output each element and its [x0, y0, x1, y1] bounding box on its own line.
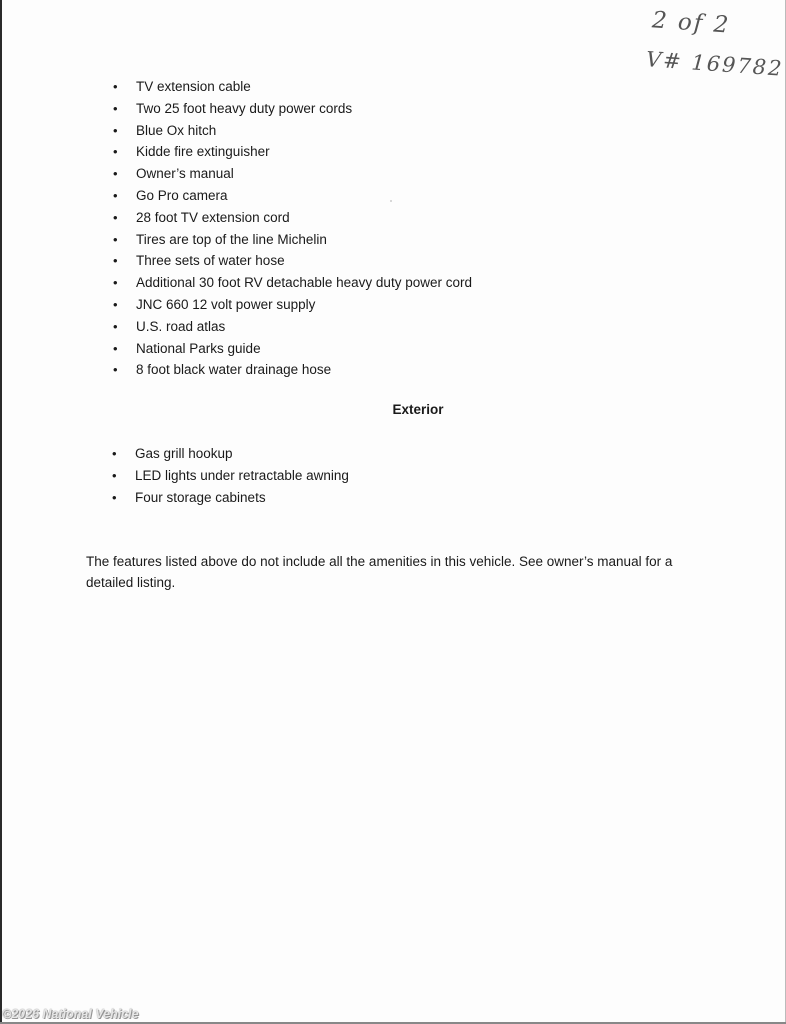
list-item-text: Blue Ox hitch [136, 122, 217, 138]
list-item-text: 8 foot black water drainage hose [136, 362, 332, 378]
list-item [112, 487, 349, 509]
bullet-icon: • [113, 275, 118, 291]
bullet-icon: • [113, 340, 118, 356]
list-item-text: LED lights under retractable awning [135, 467, 349, 483]
list-item [113, 163, 472, 185]
bullet-icon: • [113, 100, 118, 116]
list-item [112, 443, 349, 465]
list-item [113, 185, 472, 207]
list-item-text: 28 foot TV extension cord [136, 209, 290, 225]
bullet-icon: • [112, 489, 117, 505]
bullet-icon: • [113, 187, 118, 203]
list-item [113, 207, 472, 229]
bullet-icon: • [113, 122, 118, 138]
list-item-text: Four storage cabinets [135, 489, 266, 505]
list-item-text: Kidde fire extinguisher [136, 144, 270, 160]
bullet-icon: • [113, 209, 118, 225]
disclaimer-paragraph: The features listed above do not include all the amenities in this vehicle. See owner’s manual for a detailed listing. [86, 554, 673, 590]
list-item-text: Go Pro camera [136, 187, 228, 203]
list-item-text: U.S. road atlas [136, 318, 226, 334]
bullet-icon: • [113, 144, 118, 160]
handwritten-page-note: 2 of 2 [651, 7, 732, 39]
exterior-list [112, 443, 349, 508]
list-item-text: JNC 660 12 volt power supply [136, 296, 316, 312]
bullet-icon: • [113, 253, 118, 269]
bullet-icon: • [113, 362, 118, 378]
scan-left-border [0, 0, 2, 1024]
bullet-icon: • [113, 79, 118, 94]
bullet-icon: • [113, 296, 118, 312]
list-item-text: TV extension cable [136, 79, 251, 94]
handwritten-vin-note: V# 169782 [645, 47, 785, 81]
list-item [113, 98, 472, 120]
list-item [113, 338, 472, 360]
amenities-list [113, 76, 472, 381]
bullet-icon: • [113, 166, 118, 182]
list-item-text: Three sets of water hose [136, 253, 285, 269]
bullet-icon: • [112, 446, 117, 461]
exterior-heading: Exterior [392, 402, 444, 417]
bullet-icon: • [113, 231, 118, 247]
list-item [113, 229, 472, 251]
list-item [113, 316, 472, 338]
list-item-text: Gas grill hookup [135, 446, 233, 461]
list-item-text: National Parks guide [136, 340, 261, 356]
list-item [113, 141, 472, 163]
bullet-icon: • [112, 467, 117, 483]
list-item-text: Tires are top of the line Michelin [136, 231, 327, 247]
list-item [112, 465, 349, 487]
bullet-icon: • [113, 318, 118, 334]
list-item-text: Two 25 foot heavy duty power cords [136, 100, 353, 116]
copyright-watermark: ©2026 National Vehicle [2, 1007, 139, 1021]
list-item-text: Owner’s manual [136, 166, 234, 182]
list-item [113, 250, 472, 272]
list-item-text: Additional 30 foot RV detachable heavy duty power cord [136, 275, 472, 291]
list-item [113, 76, 472, 98]
list-item [113, 120, 472, 142]
list-item [113, 272, 472, 294]
list-item [113, 359, 472, 381]
list-item [113, 294, 472, 316]
